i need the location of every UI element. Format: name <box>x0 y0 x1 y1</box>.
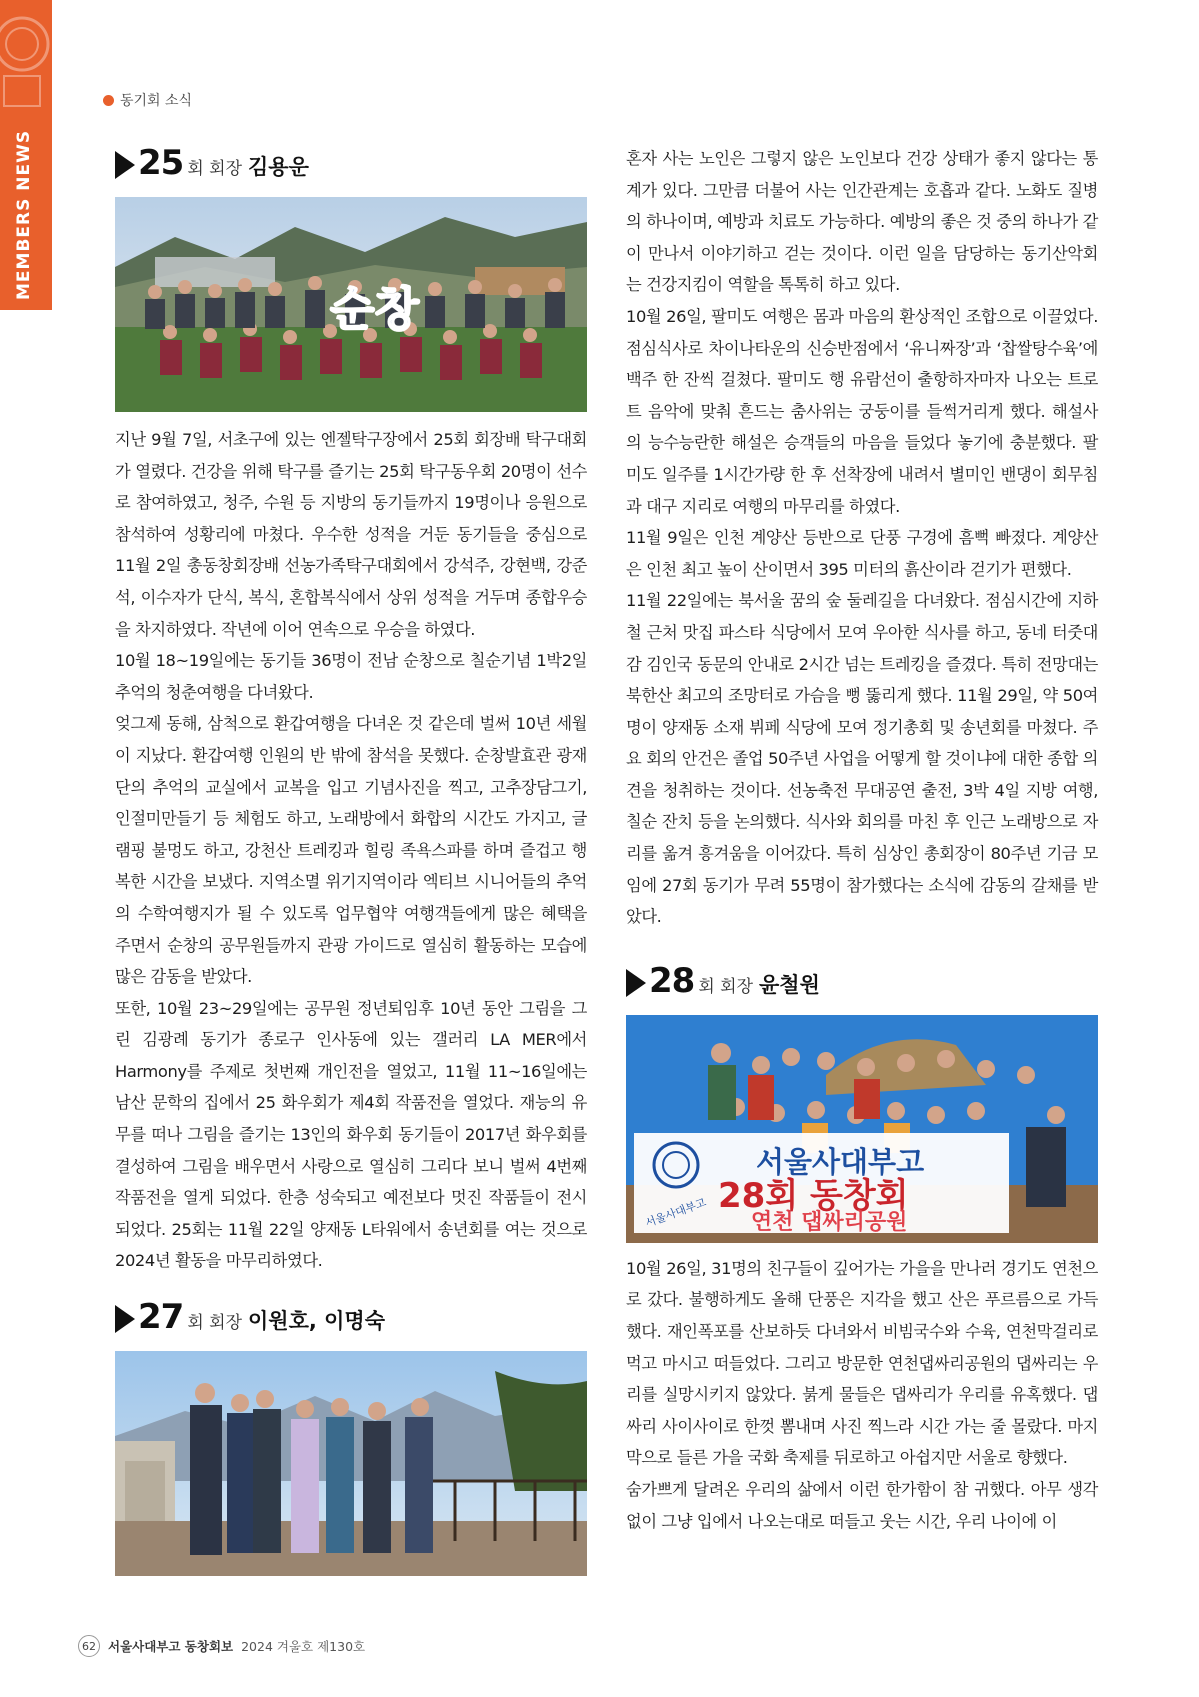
triangle-arrow-icon <box>626 969 646 997</box>
right-column <box>626 143 1098 1537</box>
page-footer <box>78 1635 365 1657</box>
class-role: 회 회장 <box>187 159 242 179</box>
left-column <box>115 143 587 1576</box>
sidebar-label: MEMBERS NEWS <box>14 129 34 300</box>
article-25-p1: 지난 9월 7일, 서초구에 있는 엔젤탁구장에서 25회 회장배 탁구대회가 열렸다. 건강을 위해 탁구를 즐기는 25회 탁구동우회 20명이 선수로 참여하였고, 청주, 수원 등 지방의 동기들까지 19명이나 응원으로 참석하여 성황리에 마쳤다. 우수한 성적을 거둔 동기들을 중심으로 11월 2일 총동창회장배 선농가족탁구대회에서 강석주, 강현백, 강준석, 이수자가 단식, 복식, 혼합복식에서 상위 성적을 거두며 종합우승을 차지하였다. 작년에 이어 연속으로 우승을 하였다. <box>115 430 587 639</box>
photo-27-group <box>115 1351 587 1576</box>
article-25-p3: 엊그제 동해, 삼척으로 환갑여행을 다녀온 것 같은데 벌써 10년 세월이 지났다. 환갑여행 인원의 반 밖에 참석을 못했다. 순창발효관 광재단의 추억의 교실에서 교복을 입고 기념사진을 찍고, 고추장담그기, 인절미만들기 등 체험도 하고, 노래방에서 화합의 시간도 가지고, 글램핑 불멍도 하고, 강천산 트레킹과 힐링 족욕스파를 하며 즐겁고 행복한 시간을 보냈다. 지역소멸 위기지역이라 엑티브 시니어들의 추억의 수학여행지가 될 수 있도록 업무협약 여행객들에게 많은 혜택을 주면서 순창의 공무원들까지 관광 가이드로 열심히 활동하는 모습에 많은 감동을 받았다. <box>115 714 587 987</box>
class-role: 회 회장 <box>698 976 753 997</box>
photo-sign-text: 순창 <box>330 282 419 336</box>
banner-place: 연천 댑싸리공원 <box>751 1209 908 1235</box>
article-28-p2: 숨가쁘게 달려온 우리의 삶에서 이런 한가함이 참 귀했다. 아무 생각없이 그냥 입에서 나오는대로 떠들고 웃는 시간, 우리 나이에 이 <box>626 1480 1098 1531</box>
heading-25 <box>115 143 587 187</box>
photo-28-group <box>626 1015 1098 1243</box>
issue-label: 2024 겨울호 제130호 <box>241 1639 366 1654</box>
publication-name: 서울사대부고 동창회보 <box>108 1639 234 1654</box>
bullet-dot-icon <box>103 95 114 106</box>
section-label: 동기회 소식 <box>120 93 193 109</box>
president-name: 윤철원 <box>759 972 820 997</box>
article-27-p1: 혼자 사는 노인은 그렇지 않은 노인보다 건강 상태가 좋지 않다는 통계가 있다. 그만큼 더불어 사는 인간관계는 호흡과 같다. 노화도 질병의 하나이며, 예방과 치료도 가능하다. 예방의 좋은 것 중의 하나가 같이 만나서 이야기하고 걷는 것이다. 이런 일을 담당하는 동기산악회는 건강지킴이 역할을 톡톡히 하고 있다. <box>626 149 1098 295</box>
article-27-p4: 11월 22일에는 북서울 꿈의 숲 둘레길을 다녀왔다. 점심시간에 지하철 근처 맛집 파스타 식당에서 모여 우아한 식사를 하고, 동네 터줏대감 김인국 동문의 안내로 2시간 넘는 트레킹을 즐겼다. 특히 전망대는 북한산 최고의 조망터로 가슴을 뻥 뚫리게 했다. 11월 29일, 약 50여 명이 양재동 소재 뷔페 식당에 모여 정기총회 및 송년회를 마쳤다. 주요 회의 안건은 졸업 50주년 사업을 어떻게 할 것이냐에 대한 종합 의견을 청취하는 것이다. 선농축전 무대공연 출전, 3박 4일 지방 여행, 칠순 잔치 등을 논의했다. 식사와 회의를 마친 후 인근 노래방으로 자리를 옮겨 흥겨움을 이어갔다. 특히 심상인 총회장이 80주년 기금 모임에 27회 동기가 무려 55명이 참가했다는 소식에 감동의 갈채를 받았다. <box>626 591 1098 927</box>
article-27-p3: 11월 9일은 인천 계양산 등반으로 단풍 구경에 흠뻑 빠졌다. 계양산은 인천 최고 높이 산이면서 395 미터의 흙산이라 걷기가 편했다. <box>626 528 1098 579</box>
section-tag <box>103 90 192 110</box>
president-name: 김용운 <box>248 155 309 179</box>
article-27-p2: 10월 26일, 팔미도 여행은 몸과 마음의 환상적인 조합으로 이끌었다. 점심식사로 차이나타운의 신승반점에서 ‘유니짜장’과 ‘찹쌀탕수육’에 백주 한 잔씩 걸쳤다. 팔미도 행 유람선이 출항하자마자 나오는 트로트 음악에 맞춰 흔드는 춤사위는 궁둥이를 들썩거리게 했다. 해설사의 능수능란한 해설은 승객들의 마음을 들었다 놓기에 충분했다. 팔미도 일주를 1시간가량 한 후 선착장에 내려서 별미인 밴댕이 회무침과 대구 지리로 여행의 마무리를 하였다. <box>626 306 1098 516</box>
triangle-arrow-icon <box>115 1305 135 1333</box>
members-news-tab <box>0 0 52 310</box>
president-name: 이원호, 이명숙 <box>248 1309 386 1334</box>
article-25-p2: 10월 18~19일에는 동기들 36명이 전남 순창으로 칠순기념 1박2일 추억의 청춘여행을 다녀왔다. <box>115 651 587 702</box>
article-28-p1: 10월 26일, 31명의 친구들이 깊어가는 가을을 만나러 경기도 연천으로 갔다. 불행하게도 올해 단풍은 지각을 했고 산은 푸르름으로 가득했다. 재인폭포를 산보하듯 다녀와서 비빔국수와 수육, 연천막걸리로 먹고 마시고 떠들었다. 그리고 방문한 연천댑싸리공원의 댑싸리는 우리를 실망시키지 않았다. 붉게 물들은 댑싸리가 우리를 유혹했다. 댑싸리 사이사이로 한껏 뽐내며 사진 찍느라 시간 가는 줄 몰랐다. 마지막으로 들른 가을 국화 축제를 뒤로하고 아쉽지만 서울로 향했다. <box>626 1258 1098 1468</box>
page-number: 62 <box>78 1635 100 1657</box>
heading-27 <box>115 1297 587 1341</box>
triangle-arrow-icon <box>115 151 135 179</box>
class-number: 25 <box>138 143 184 183</box>
class-number: 27 <box>138 1297 184 1338</box>
emblem-watermark-icon <box>0 4 50 114</box>
heading-28 <box>626 961 1098 1005</box>
banner-school: 서울사대부고 <box>756 1144 925 1179</box>
photo-25-group <box>115 197 587 412</box>
article-25-p4: 또한, 10월 23~29일에는 공무원 정년퇴임후 10년 동안 그림을 그린 김광례 동기가 종로구 인사동에 있는 갤러리 LA MER에서 Harmony를 주제로 첫번째 개인전을 열었고, 11월 11~16일에는 남산 문학의 집에서 25 화우회가 제4회 작품전을 열었다. 재능의 유무를 떠나 그림을 즐기는 13인의 화우회 동기들이 2017년 화우회를 결성하여 그림을 배우면서 사랑으로 열심히 그리다 보니 벌써 4번째 작품전을 열게 되었다. 한층 성숙되고 예전보다 멋진 작품들이 전시되었다. 25회는 11월 22일 양재동 L타워에서 송년회를 여는 것으로 2024년 활동을 마무리하였다. <box>115 998 587 1271</box>
banner-class: 28회 동창회 <box>718 1175 909 1216</box>
class-role: 회 회장 <box>187 1313 242 1334</box>
class-number: 28 <box>649 960 695 1001</box>
banner-side-text: 서울사대부고 <box>643 1195 708 1230</box>
